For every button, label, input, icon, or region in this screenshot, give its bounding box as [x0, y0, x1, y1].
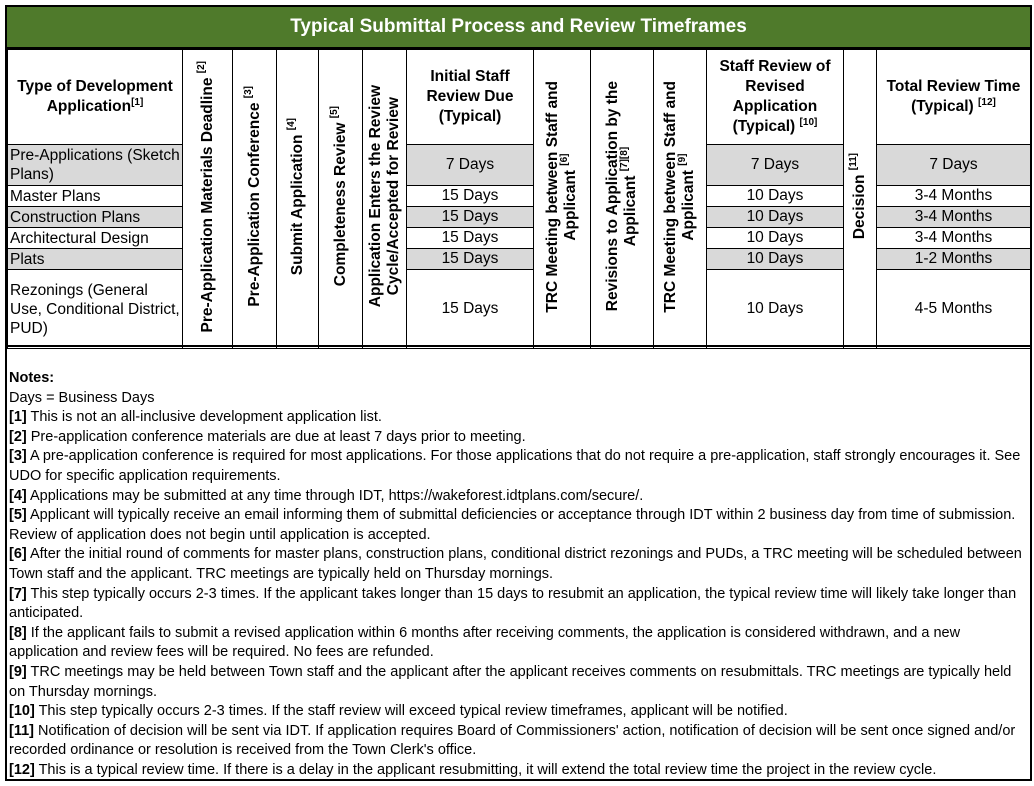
- header-staff-review-revised: Staff Review of Revised Application (Typical) [10]: [707, 50, 844, 145]
- header-type: Type of Development Application[1]: [8, 50, 183, 145]
- note-item: [4] Applications may be submitted at any time through IDT, https://wakeforest.idtplans.com/secure/.: [9, 487, 644, 504]
- header-trc-meeting-2: TRC Meeting between Staff and Applicant [9]: [654, 50, 707, 349]
- header-enters-review-cycle: Application Enters the Review Cycle/Accepted for Review: [363, 50, 407, 349]
- header-pre-app-conference: Pre-Application Conference [3]: [233, 50, 277, 349]
- review-timeframes-table: [7, 49, 1031, 349]
- row-type: Rezonings (General Use, Conditional District, PUD): [8, 270, 183, 349]
- note-item: [6] After the initial round of comments for master plans, construction plans, conditional district rezonings and PUDs, a TRC meeting will be scheduled between Town staff and the applicant. TRC meetings are typically held on Thursday mornings.: [9, 546, 1022, 582]
- row-initial-review: 15 Days: [407, 270, 534, 349]
- row-total-time: 3-4 Months: [877, 228, 1031, 249]
- header-decision: Decision [11]: [844, 50, 877, 349]
- row-revised-review: 10 Days: [707, 207, 844, 228]
- note-item: [11] Notification of decision will be sent via IDT. If application requires Board of Commissioners' action, notification of decision will be sent once signed and/or recorded ordinance or resolution is received from the Town Clerk's office.: [9, 722, 1016, 759]
- header-total-review-time: Total Review Time (Typical) [12]: [877, 50, 1031, 145]
- row-total-time: 3-4 Months: [877, 186, 1031, 207]
- table-row: [8, 228, 1031, 249]
- row-initial-review: 7 Days: [407, 145, 534, 186]
- note-item: [7] This step typically occurs 2-3 times. If the applicant takes longer than 15 days to resubmit an application, the typical review time will likely take longer than anticipated.: [9, 585, 1017, 622]
- header-pre-app-deadline: Pre-Application Materials Deadline [2]: [183, 50, 233, 349]
- table-row: [8, 186, 1031, 207]
- row-total-time: 7 Days: [877, 145, 1031, 186]
- row-type: Plats: [8, 249, 183, 270]
- page-title: Typical Submittal Process and Review Timeframes: [7, 7, 1030, 49]
- header-revisions-by-applicant: Revisions to Application by the Applicant [7][8]: [591, 50, 654, 349]
- row-revised-review: 7 Days: [707, 145, 844, 186]
- note-item: [3] A pre-application conference is required for most applications. For those applications that do not require a pre-application, staff strongly encourages it. See UDO for specific application requirements.: [9, 448, 1021, 484]
- row-type: Pre-Applications (Sketch Plans): [8, 145, 183, 186]
- table-row: [8, 145, 1031, 186]
- notes-divider: [7, 345, 1030, 347]
- row-type: Architectural Design: [8, 228, 183, 249]
- row-total-time: 1-2 Months: [877, 249, 1031, 270]
- row-total-time: 3-4 Months: [877, 207, 1031, 228]
- row-revised-review: 10 Days: [707, 186, 844, 207]
- row-revised-review: 10 Days: [707, 249, 844, 270]
- header-initial-staff-review: Initial Staff Review Due (Typical): [407, 50, 534, 145]
- table-header-row: [8, 50, 1031, 145]
- row-initial-review: 15 Days: [407, 186, 534, 207]
- header-completeness-review: Completeness Review [5]: [319, 50, 363, 349]
- table-row: [8, 270, 1031, 349]
- notes-heading: Notes:: [9, 370, 55, 386]
- row-initial-review: 15 Days: [407, 228, 534, 249]
- header-trc-meeting-1: TRC Meeting between Staff and Applicant [6]: [534, 50, 591, 349]
- row-revised-review: 10 Days: [707, 228, 844, 249]
- document-frame: [5, 5, 1032, 781]
- row-revised-review: 10 Days: [707, 270, 844, 349]
- row-initial-review: 15 Days: [407, 249, 534, 270]
- table-row: [8, 207, 1031, 228]
- note-item: [9] TRC meetings may be held between Town staff and the applicant after the applicant receives comments on resubmittals. TRC meetings are typically held on Thursday mornings.: [9, 663, 1012, 700]
- row-type: Master Plans: [8, 186, 183, 207]
- row-total-time: 4-5 Months: [877, 270, 1031, 349]
- note-item: [10] This step typically occurs 2-3 times. If the staff review will exceed typical review timeframes, applicant will be notified.: [9, 703, 788, 720]
- notes-section: [9, 369, 1027, 780]
- note-item: [2] Pre-application conference materials are due at least 7 days prior to meeting.: [9, 428, 526, 445]
- notes-days-definition: Days = Business Days: [9, 389, 155, 406]
- note-item: [12] This is a typical review time. If there is a delay in the applicant resubmitting, it will extend the total review time the project in the review cycle.: [9, 761, 937, 778]
- table-row: [8, 249, 1031, 270]
- header-submit-application: Submit Application [4]: [277, 50, 319, 349]
- row-initial-review: 15 Days: [407, 207, 534, 228]
- note-item: [8] If the applicant fails to submit a revised application within 6 months after receiving comments, the application is considered withdrawn, and a new application and review fees will be required. No fees are refunded.: [9, 624, 961, 661]
- note-item: [1] This is not an all-inclusive development application list.: [9, 409, 382, 426]
- row-type: Construction Plans: [8, 207, 183, 228]
- note-item: [5] Applicant will typically receive an email informing them of submittal deficiencies or acceptance through IDT within 2 business day from time of submission. Review of application does not begin until application is accepted.: [9, 507, 1016, 543]
